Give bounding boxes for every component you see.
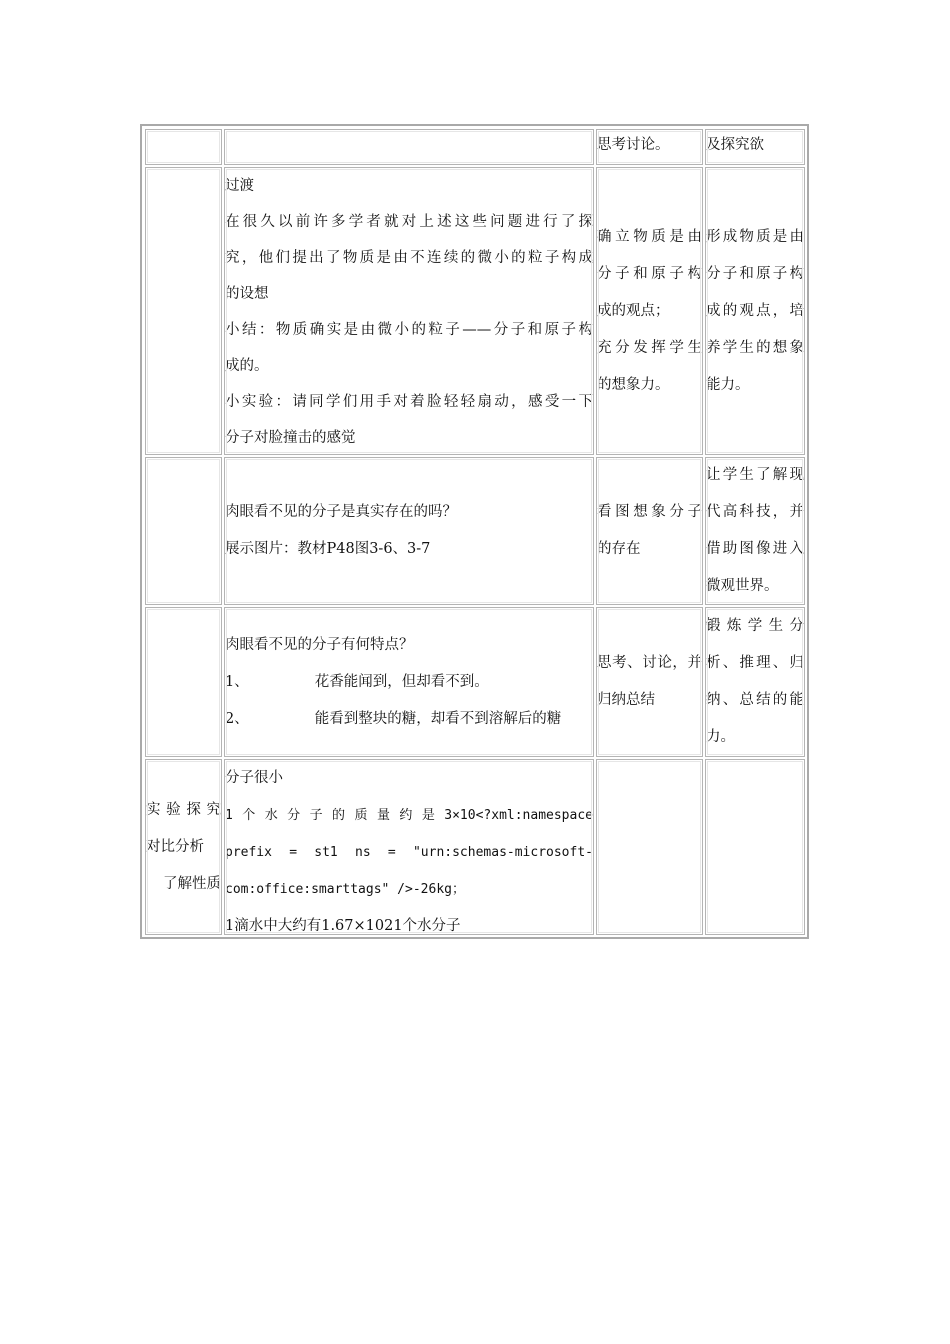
cell-text: 肉眼看不见的分子有何特点？ <box>225 636 414 653</box>
cell-text: 确立物质是由 <box>597 228 702 245</box>
summary-text: 小结：物质确实是由微小的粒子——分子和原子构 <box>225 322 593 338</box>
list-text: 能看到整块的糖，却看不到溶解后的糖 <box>314 710 562 727</box>
cell-text: 思考讨论。 <box>597 137 670 153</box>
cell-text: 1个水分子的质量约是3×10<?xml:namespace <box>225 808 593 823</box>
teacher-activity-cell <box>224 457 594 605</box>
table-row <box>142 457 807 605</box>
cell-text: 分子对脸撞击的感觉 <box>225 430 356 446</box>
cell-text: 及探究欲 <box>706 137 764 153</box>
table-cell <box>145 607 222 757</box>
cell-text: prefix = st1 ns = "urn:schemas-microsoft- <box>225 845 593 860</box>
list-number: 1、 <box>225 673 249 690</box>
cell-text: 分子和原子构 <box>597 265 702 282</box>
teacher-activity-cell <box>224 607 594 757</box>
student-activity-cell <box>596 167 703 455</box>
cell-text: 让学生了解现 <box>706 467 804 483</box>
list-number: 2、 <box>225 710 249 727</box>
cell-text: 充分发挥学生 <box>597 339 702 356</box>
design-intent-cell <box>705 167 805 455</box>
cell-text: 养学生的想象 <box>706 339 804 356</box>
cell-text: 成的观点，培 <box>706 302 804 319</box>
student-activity-cell <box>596 607 703 757</box>
cell-text: 肉眼看不见的分子是真实存在的吗？ <box>225 504 457 520</box>
student-activity-cell <box>596 759 703 935</box>
cell-text: 1滴水中大约有1.67×1021个水分子 <box>225 918 461 934</box>
cell-text: 看图想象分子 <box>597 504 702 520</box>
cell-text: 的存在 <box>597 541 641 557</box>
table-cell <box>145 129 222 165</box>
design-intent-cell <box>705 457 805 605</box>
teacher-activity-cell <box>224 759 594 935</box>
lesson-plan-table <box>140 124 809 939</box>
design-intent-cell <box>705 129 805 165</box>
cell-text: 成的观点； <box>597 302 670 319</box>
cell-text: 借助图像进入 <box>706 541 804 557</box>
cell-text: 能力。 <box>706 376 750 393</box>
list-item <box>225 664 593 701</box>
cell-text: 代高科技，并 <box>706 504 804 520</box>
cell-text: 究，他们提出了物质是由不连续的微小的粒子构成 <box>225 250 593 266</box>
design-intent-cell <box>705 759 805 935</box>
teacher-activity-cell <box>224 167 594 455</box>
cell-text: 了解性质 <box>163 875 221 892</box>
cell-text: 分子和原子构 <box>706 265 804 282</box>
list-item <box>225 701 593 738</box>
table-row <box>142 759 807 935</box>
student-activity-cell <box>596 457 703 605</box>
cell-text: 形成物质是由 <box>706 228 804 245</box>
cell-text: 实验探究 <box>146 801 221 818</box>
cell-text: 归纳总结 <box>597 692 655 708</box>
list-text: 花香能闻到，但却看不到。 <box>314 673 489 690</box>
table-cell <box>145 167 222 455</box>
section-label-cell <box>145 759 222 935</box>
cell-text: 分子很小 <box>225 770 283 786</box>
cell-text: 锻炼学生分 <box>706 618 804 634</box>
cell-text: 纳、总结的能 <box>706 692 804 708</box>
table-row <box>142 129 807 165</box>
table-cell <box>145 457 222 605</box>
mini-experiment-text: 小实验：请同学们用手对着脸轻轻扇动，感受一下 <box>225 394 593 410</box>
table-cell <box>224 129 594 165</box>
student-activity-cell <box>596 129 703 165</box>
design-intent-cell <box>705 607 805 757</box>
table-row <box>142 167 807 455</box>
cell-text: com:office:smarttags" />-26kg； <box>225 882 465 897</box>
cell-text: 析、推理、归 <box>706 655 804 671</box>
cell-text: 力。 <box>706 729 735 745</box>
cell-text: 对比分析 <box>146 838 204 855</box>
cell-text: 展示图片：教材P48图3-6、3-7 <box>225 541 431 557</box>
cell-text: 成的。 <box>225 358 269 374</box>
table-row <box>142 607 807 757</box>
cell-text: 的设想 <box>225 286 269 302</box>
cell-text: 在很久以前许多学者就对上述这些问题进行了探 <box>225 214 593 230</box>
cell-text: 微观世界。 <box>706 578 779 594</box>
cell-text: 思考、讨论，并 <box>597 655 702 671</box>
transition-heading: 过渡 <box>225 178 254 194</box>
cell-text: 的想象力。 <box>597 376 670 393</box>
